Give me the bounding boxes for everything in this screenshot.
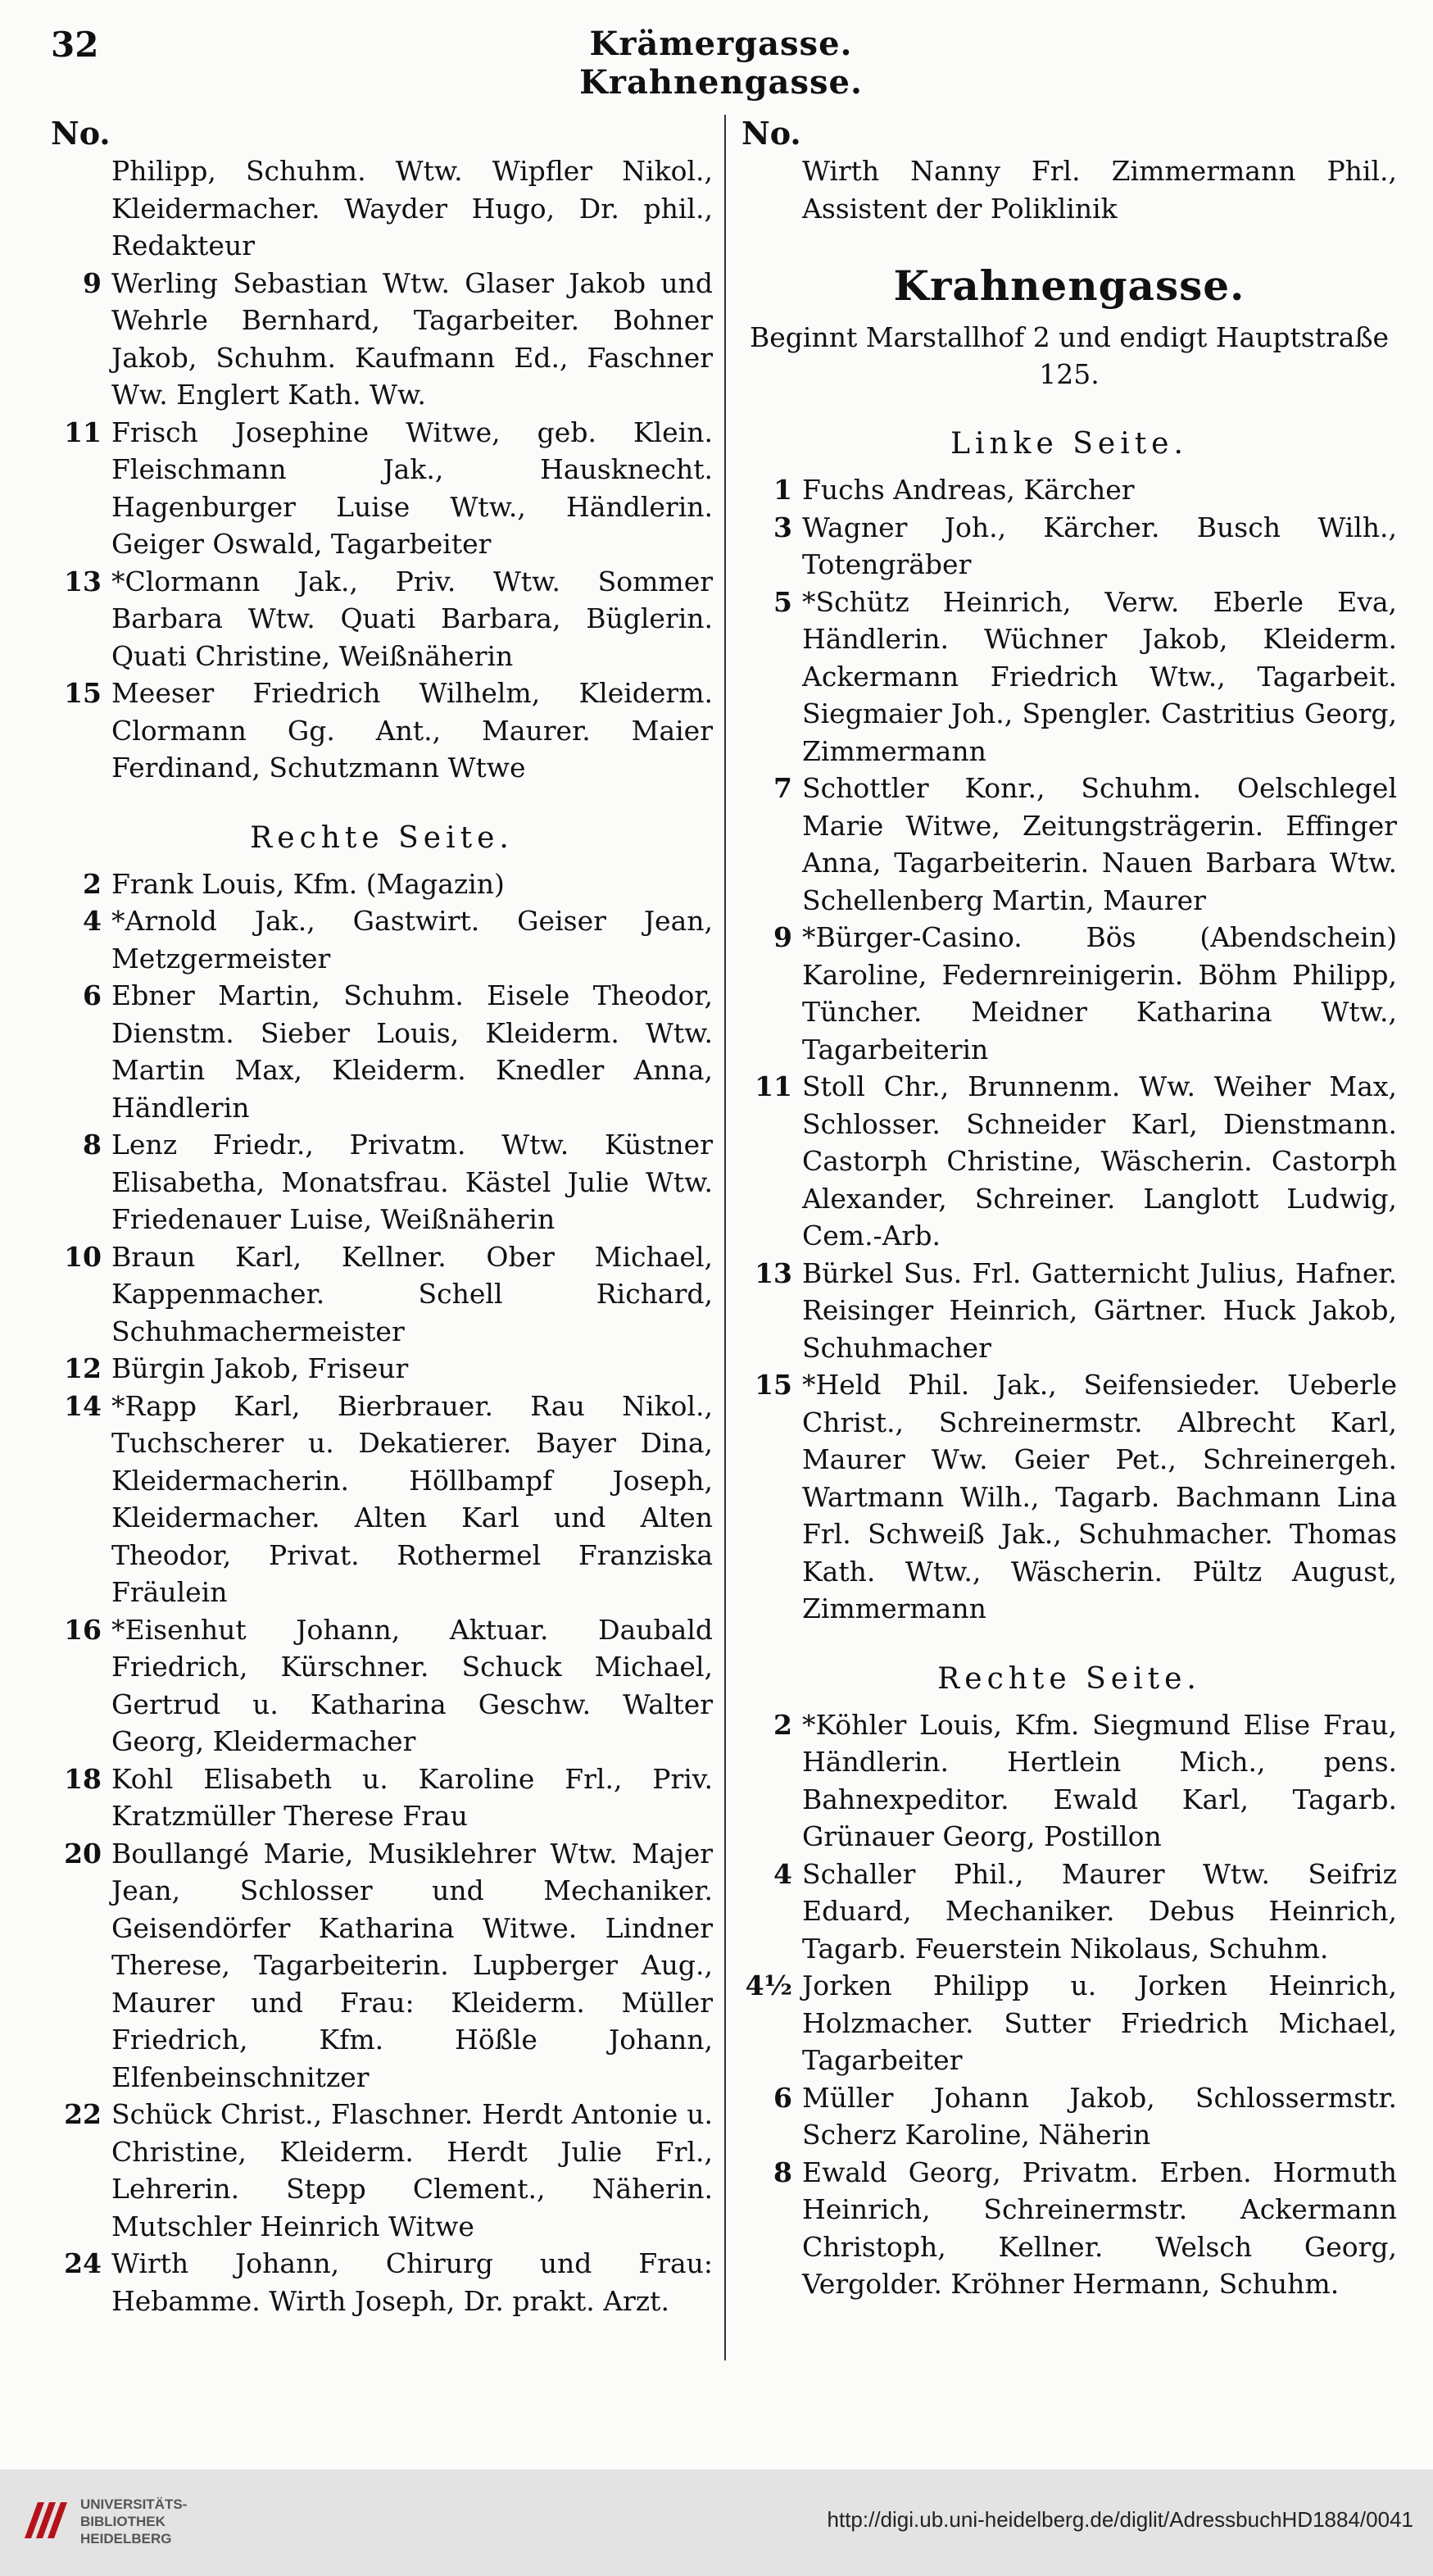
left-column (51, 115, 713, 2319)
section-heading: Rechte Seite. (250, 820, 514, 855)
section-heading: Rechte Seite. (937, 1661, 1201, 1696)
address-entry (51, 414, 713, 563)
street-title: Krahnengasse. (893, 261, 1245, 310)
house-number: 13 (755, 1256, 792, 1289)
address-entry (741, 1068, 1397, 1255)
house-number: 13 (64, 565, 102, 597)
entry-list (51, 152, 713, 787)
residents-text: Stoll Chr., Brunnenm. Ww. Weiher Max, Schlosser. Schneider Karl, Dienstmann. Castorph Christine, Wäscherin. Castorph Alexander, Schreiner. Langlott Ludwig, Cem.-Arb. (802, 1070, 1397, 1252)
address-entry (741, 584, 1397, 770)
residents-text: Meeser Friedrich Wilhelm, Kleiderm. Clormann Gg. Ant., Maurer. Maier Ferdinand, Schutzmann Wtwe (111, 677, 713, 784)
house-number: 24 (64, 2247, 102, 2279)
residents-text: Wirth Nanny Frl. Zimmermann Phil., Assistent der Poliklinik (802, 155, 1397, 225)
residents-text: Müller Johann Jakob, Schlossermstr. Scherz Karoline, Näherin (802, 2081, 1397, 2151)
address-entry (51, 1835, 713, 2097)
residents-text: Braun Karl, Kellner. Ober Michael, Kappenmacher. Schell Richard, Schuhmachermeister (111, 1240, 713, 1347)
house-number: 8 (773, 2156, 792, 2188)
house-number: 15 (64, 677, 102, 709)
address-entry (51, 1126, 713, 1238)
page-number: 32 (51, 25, 99, 65)
house-number: 11 (64, 416, 102, 448)
residents-text: Ebner Martin, Schuhm. Eisele Theodor, Dienstm. Sieber Louis, Kleiderm. Wtw. Martin Max, Kleiderm. Knedler Anna, Händlerin (111, 979, 713, 1124)
house-number: 9 (83, 266, 102, 299)
no-label: No. (51, 115, 111, 152)
house-number: 10 (64, 1240, 102, 1273)
address-entry (51, 675, 713, 787)
entry-list (741, 1706, 1397, 2303)
residents-text: Werling Sebastian Wtw. Glaser Jakob und Wehrle Bernhard, Tagarbeiter. Bohner Jakob, Schuhm. Kaufmann Ed., Faschner Ww. Englert Kath. Ww. (111, 266, 713, 411)
residents-text: Wagner Joh., Kärcher. Busch Wilh., Totengräber (802, 511, 1397, 580)
house-number: 3 (773, 511, 792, 543)
address-entry (51, 977, 713, 1126)
residents-text: Ewald Georg, Privatm. Erben. Hormuth Heinrich, Schreinermstr. Ackermann Christoph, Kellner. Welsch Georg, Vergolder. Kröhner Hermann, Schuhm. (802, 2156, 1397, 2300)
house-number: 6 (83, 979, 102, 1011)
entry-list (741, 152, 1397, 227)
address-entry (741, 919, 1397, 1068)
residents-text: *Arnold Jak., Gastwirt. Geiser Jean, Metzgermeister (111, 905, 713, 975)
address-entry (741, 2154, 1397, 2303)
house-number (741, 152, 802, 227)
house-number: 22 (64, 2098, 102, 2130)
street-subtitle: Beginnt Marstallhof 2 und endigt Hauptstraße 125. (750, 321, 1390, 390)
column-divider (724, 115, 726, 2360)
residents-text: *Köhler Louis, Kfm. Siegmund Elise Frau, Händlerin. Hertlein Mich., pens. Bahnexpeditor. Ewald Karl, Tagarb. Grünauer Georg, Postillon (802, 1708, 1397, 1852)
residents-text: Bürkel Sus. Frl. Gatternicht Julius, Hafner. Reisinger Heinrich, Gärtner. Huck Jakob, Schuhmacher (802, 1256, 1397, 1364)
house-number: 16 (64, 1613, 102, 1646)
address-entry (741, 2079, 1397, 2154)
footer-bar (0, 2469, 1433, 2576)
address-entry (51, 2245, 713, 2319)
right-column (741, 115, 1397, 2303)
residents-text: Schaller Phil., Maurer Wtw. Seifriz Eduard, Mechaniker. Debus Heinrich, Tagarb. Feuerstein Nikolaus, Schuhm. (802, 1857, 1397, 1965)
residents-text: *Bürger-Casino. Bös (Abendschein) Karoline, Federnreinigerin. Böhm Philipp, Tüncher. Meidner Katharina Wtw., Tagarbeiterin (802, 921, 1397, 1065)
house-number: 9 (773, 921, 792, 953)
residents-text: *Held Phil. Jak., Seifensieder. Ueberle Christ., Schreinermstr. Albrecht Karl, Maurer Ww. Geier Pet., Schreinergeh. Wartmann Wilh., Tagarb. Bachmann Lina Frl. Schweiß Jak., Schuhmacher. Thomas Kath. Wtw., Wäscherin. Pültz August, Zimmermann (802, 1369, 1397, 1624)
entry-list (51, 865, 713, 2320)
house-number: 2 (83, 867, 102, 900)
residents-text: *Schütz Heinrich, Verw. Eberle Eva, Händlerin. Wüchner Jakob, Kleiderm. Ackermann Friedrich Wtw., Tagarbeit. Siegmaier Joh., Spengler. Castritius Georg, Zimmermann (802, 585, 1397, 767)
house-number: 15 (755, 1369, 792, 1401)
residents-text: *Rapp Karl, Bierbrauer. Rau Nikol., Tuchscherer u. Dekatierer. Bayer Dina, Kleidermacherin. Höllbampf Joseph, Kleidermacher. Alten Karl und Alten Theodor, Privat. Rothermel Franziska Fräulein (111, 1389, 713, 1608)
address-entry (51, 865, 713, 903)
residents-text: *Eisenhut Johann, Aktuar. Daubald Friedrich, Kürschner. Schuck Michael, Gertrud u. Katharina Geschw. Walter Georg, Kleidermacher (111, 1613, 713, 1757)
address-entry (51, 152, 713, 265)
university-library-logo-icon (20, 2494, 70, 2545)
address-entry (741, 1366, 1397, 1628)
library-name: UNIVERSITÄTS- BIBLIOTHEK HEIDELBERG (80, 2496, 188, 2546)
entry-list (741, 471, 1397, 1628)
residents-text: Wirth Johann, Chirurg und Frau: Hebamme. Wirth Joseph, Dr. prakt. Arzt. (111, 2247, 713, 2317)
house-number: 20 (64, 1837, 102, 1870)
residents-text: Lenz Friedr., Privatm. Wtw. Küstner Elisabetha, Monatsfrau. Kästel Julie Wtw. Friedenauer Luise, Weißnäherin (111, 1129, 713, 1235)
source-url-link[interactable]: http://digi.ub.uni-heidelberg.de/diglit/AdressbuchHD1884/0041 (827, 2507, 1413, 2532)
address-entry (51, 1350, 713, 1388)
no-label: No. (741, 115, 801, 152)
address-entry (51, 2096, 713, 2245)
house-number: 7 (773, 772, 792, 804)
address-entry (741, 471, 1397, 509)
residents-text: Schück Christ., Flaschner. Herdt Antonie u. Christine, Kleiderm. Herdt Julie Frl., Lehrerin. Stepp Clement., Näherin. Mutschler Heinrich Witwe (111, 2098, 713, 2242)
address-entry (741, 1255, 1397, 1367)
house-number: 1 (773, 474, 792, 506)
address-entry (51, 1760, 713, 1835)
residents-text: Frisch Josephine Witwe, geb. Klein. Fleischmann Jak., Hausknecht. Hagenburger Luise Wtw., Händlerin. Geiger Oswald, Tagarbeiter (111, 416, 713, 560)
residents-text: *Clormann Jak., Priv. Wtw. Sommer Barbara Wtw. Quati Barbara, Büglerin. Quati Christine, Weißnäherin (111, 565, 713, 672)
house-number: 5 (773, 585, 792, 618)
address-entry (741, 1856, 1397, 1968)
residents-text: Bürgin Jakob, Friseur (111, 1352, 409, 1384)
address-entry (51, 1388, 713, 1611)
house-number: 4 (83, 905, 102, 937)
house-number: 4½ (745, 1969, 792, 2001)
residents-text: Jorken Philipp u. Jorken Heinrich, Holzmacher. Sutter Friedrich Michael, Tagarbeiter (802, 1969, 1397, 2076)
address-entry (51, 1611, 713, 1760)
section-heading: Linke Seite. (950, 427, 1188, 461)
residents-text: Philipp, Schuhm. Wtw. Wipfler Nikol., Kleidermacher. Wayder Hugo, Dr. phil., Redakteur (111, 155, 713, 261)
address-entry (741, 1706, 1397, 1856)
residents-text: Frank Louis, Kfm. (Magazin) (111, 867, 505, 900)
address-entry (741, 770, 1397, 919)
address-entry (741, 509, 1397, 584)
running-title: Krämergasse. Krahnengasse. (579, 25, 863, 102)
residents-text: Kohl Elisabeth u. Karoline Frl., Priv. Kratzmüller Therese Frau (111, 1762, 713, 1832)
residents-text: Fuchs Andreas, Kärcher (802, 474, 1135, 506)
address-entry (741, 152, 1397, 227)
address-entry (51, 1238, 713, 1351)
residents-text: Boullangé Marie, Musiklehrer Wtw. Majer Jean, Schlosser und Mechaniker. Geisendörfer Katharina Witwe. Lindner Therese, Tagarbeiterin. Lupberger Aug., Maurer und Frau: Kleiderm. Müller Friedrich, Kfm. Hößle Johann, Elfenbeinschnitzer (111, 1837, 713, 2093)
house-number: 6 (773, 2081, 792, 2114)
house-number: 2 (773, 1708, 792, 1741)
residents-text: Schottler Konr., Schuhm. Oelschlegel Marie Witwe, Zeitungsträgerin. Effinger Anna, Tagarbeiterin. Nauen Barbara Wtw. Schellenberg Martin, Maurer (802, 772, 1397, 916)
house-number (51, 152, 111, 265)
house-number: 11 (755, 1070, 792, 1102)
address-entry (51, 265, 713, 414)
house-number: 4 (773, 1857, 792, 1890)
house-number: 8 (83, 1129, 102, 1161)
house-number: 14 (64, 1389, 102, 1422)
address-entry (51, 563, 713, 675)
address-entry (741, 1967, 1397, 2079)
address-entry (51, 902, 713, 977)
house-number: 18 (64, 1762, 102, 1795)
house-number: 12 (64, 1352, 102, 1384)
